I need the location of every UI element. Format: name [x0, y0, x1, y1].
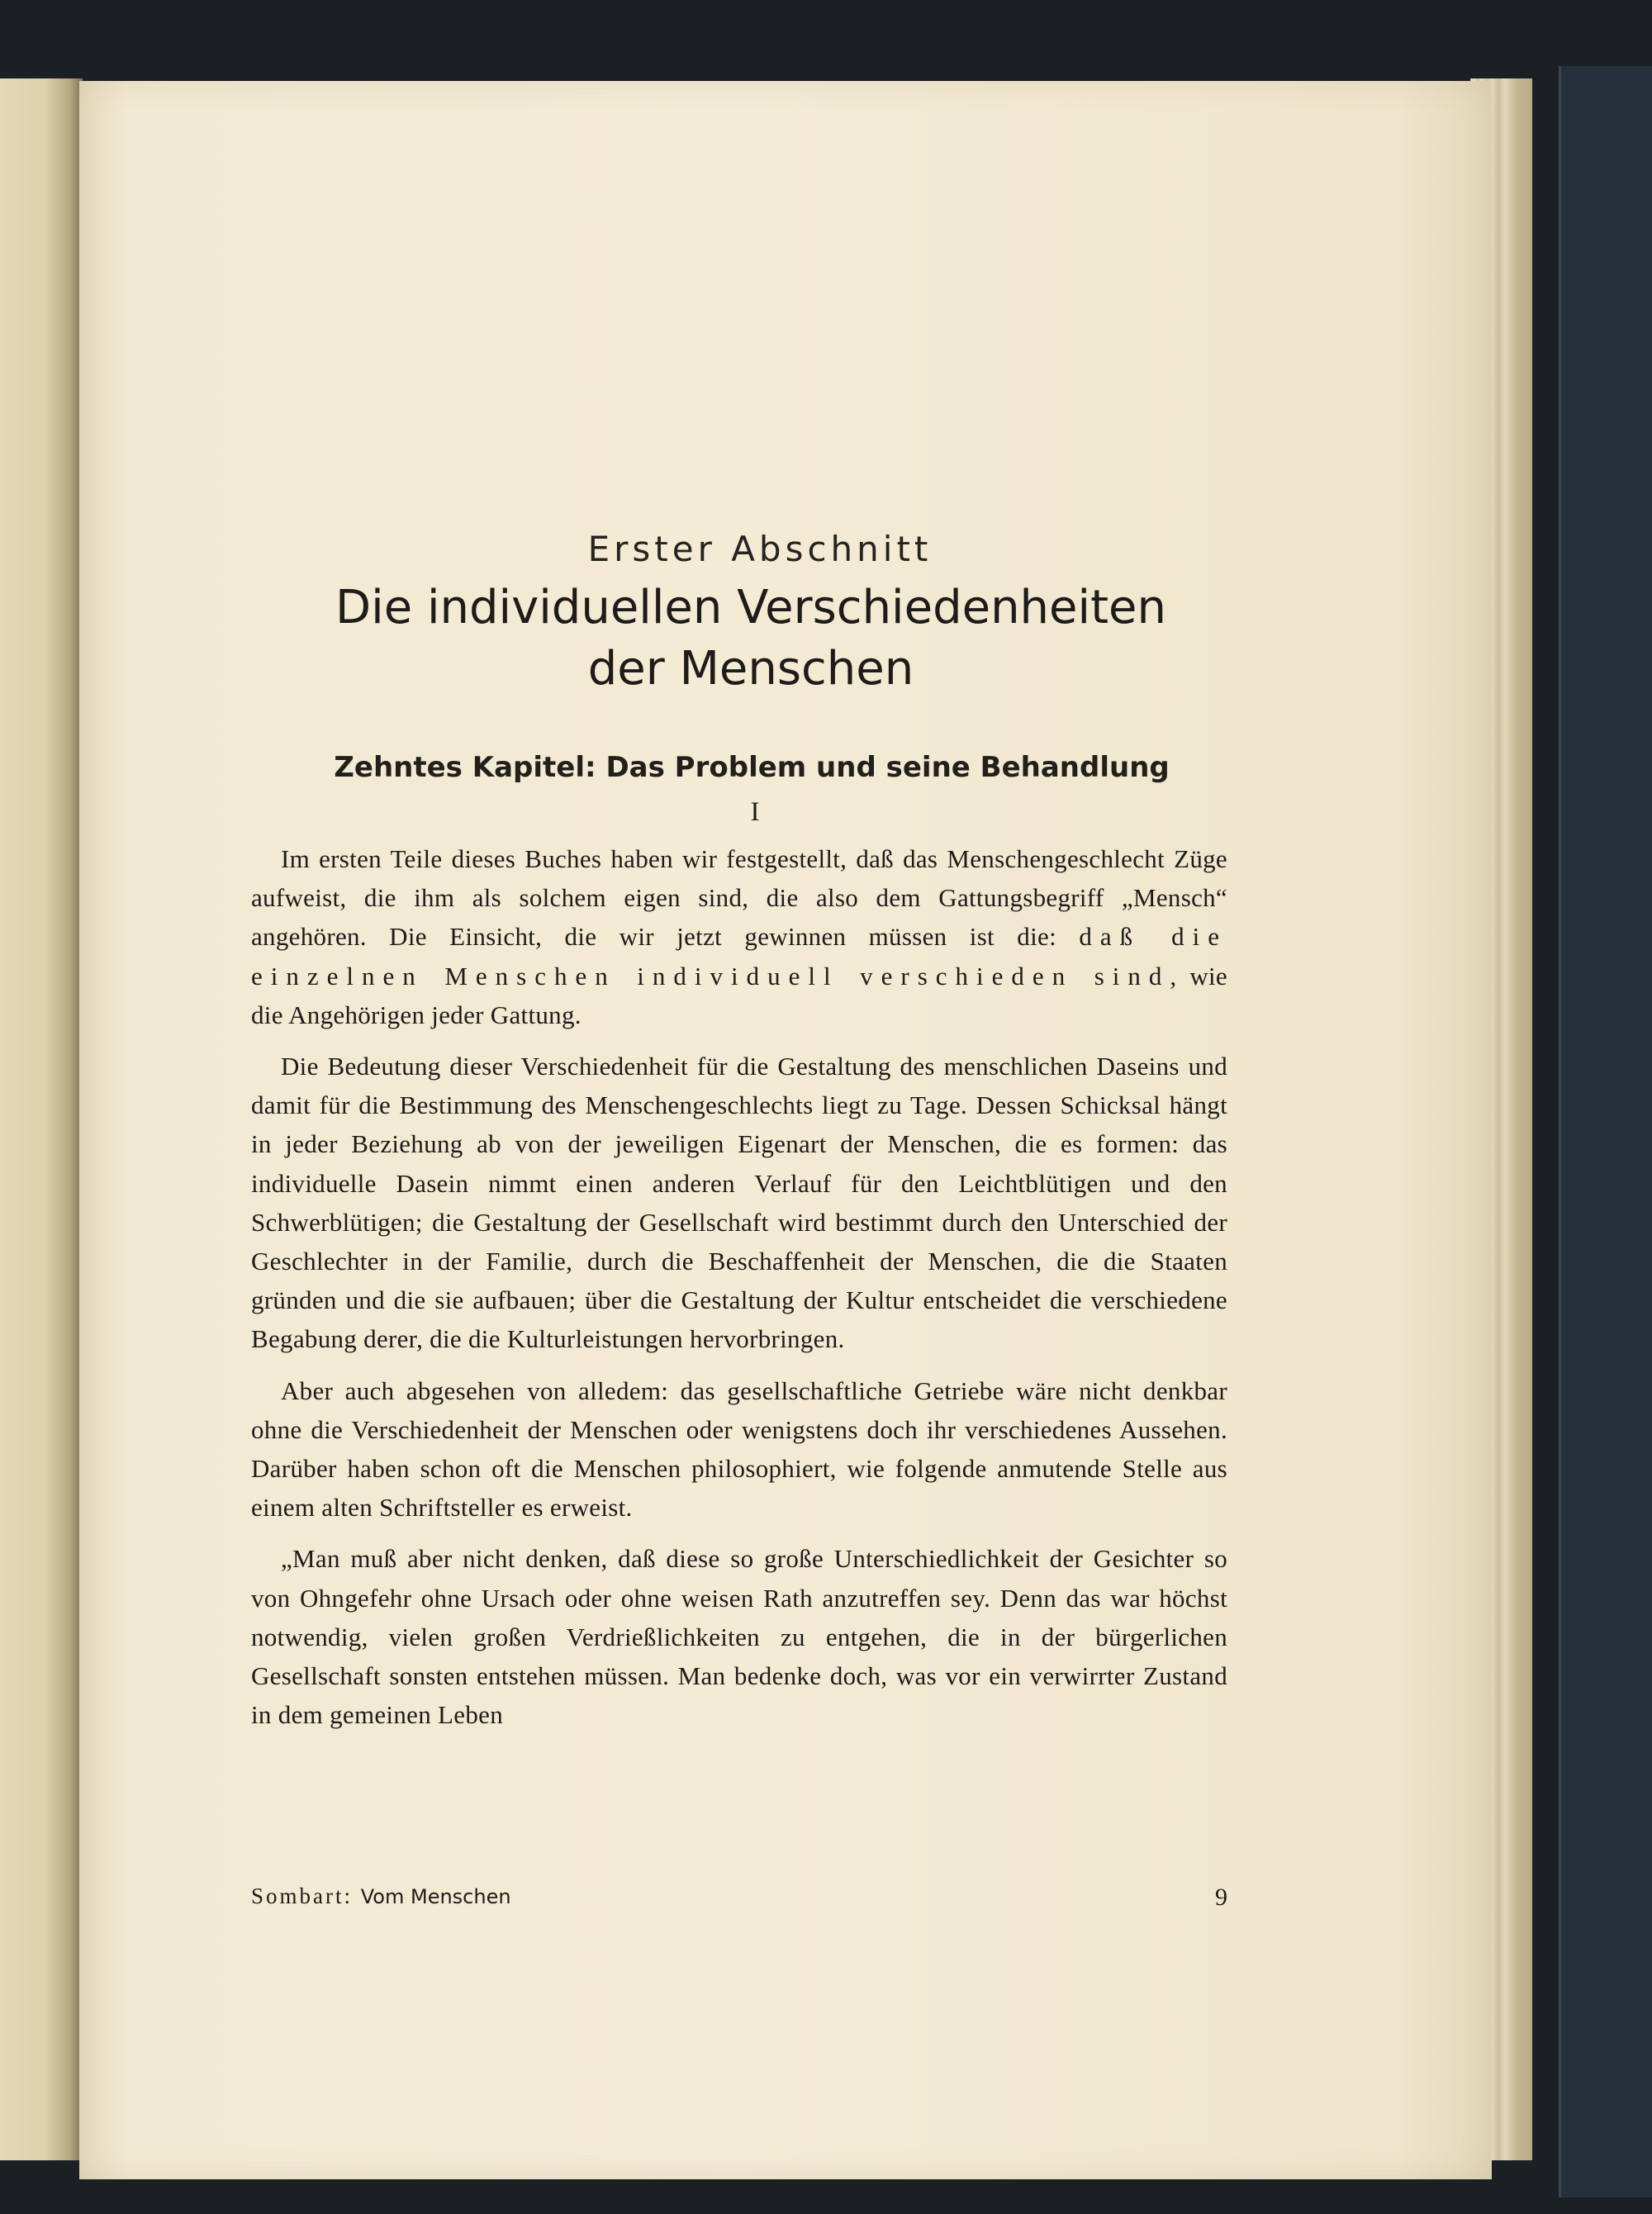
footer-book-title: Vom Menschen: [360, 1885, 511, 1908]
paragraph-1-emphasis: daß die einzelnen Menschen individuell verschieden sind: [251, 922, 1227, 991]
section-title-line1: Die individuellen Verschiedenheiten: [335, 581, 1166, 634]
left-page-edge: [0, 78, 83, 2160]
page-footer: [251, 1884, 1227, 1909]
section-title-line2: der Menschen: [587, 642, 914, 696]
paragraph-1-after: , wie die Angehörigen jeder Gattung.: [251, 961, 1227, 1029]
section-label: Erster Abschnitt: [587, 529, 933, 569]
section-title: [251, 577, 1227, 700]
chapter-title: Zehntes Kapitel: Das Problem und seine Behandlung: [334, 751, 1170, 784]
page-number: 9: [1215, 1884, 1227, 1911]
footer-running-title: [251, 1884, 511, 1908]
paragraph-3: Aber auch abgesehen von alledem: das gesellschaftliche Getriebe wäre nicht denkbar ohne die Verschiedenheit der Menschen oder wenigstens doch ihr verschiedenes Aussehen. Darüber haben schon oft die Menschen philosophiert, wie folgende anmutende Stelle aus einem alten Schriftsteller es erweist.: [251, 1375, 1227, 1523]
page-content: [251, 529, 1227, 1746]
subsection-number: I: [750, 797, 760, 827]
paragraph-4-quote: „Man muß aber nicht denken, daß diese so große Unterschiedlichkeit der Gesichter so von Ohngefehr ohne Ursach oder ohne weisen Rath anzutreffen sey. Denn das war höchst notwendig, vielen großen Verdrießlichkeiten zu entgehen, die in der bürgerlichen Gesellschaft sonsten entstehen müssen. Man bedenke doch, was vor ein verwirrter Zustand in dem gemeinen Leben: [251, 1544, 1227, 1730]
paragraph-1-before: Im ersten Teile dieses Buches haben wir festgestellt, daß das Menschengeschlecht Züge aufweist, die ihm als solchem eigen sind, die also dem Gattungsbegriff „Mensch“ angehören. Die Einsicht, die wir jetzt gewinnen müssen ist die:: [251, 844, 1227, 952]
paragraph-2: Die Bedeutung dieser Verschiedenheit für die Gestaltung des menschlichen Daseins und damit für die Bestimmung des Menschengeschlechts liegt zu Tage. Dessen Schicksal hängt in jeder Beziehung ab von der jeweiligen Eigenart der Menschen, die es formen: das individuelle Dasein nimmt einen anderen Verlauf für den Leichtblütigen und den Schwerblütigen; die Gestaltung der Gesellschaft wird bestimmt durch den Unterschied der Geschlechter in der Familie, durch die Beschaffenheit der Menschen, die die Staaten gründen und die sie aufbauen; über die Gestaltung der Kultur entscheidet die verschiedene Begabung derer, die die Kulturleistungen hervorbringen.: [251, 1052, 1227, 1354]
footer-author: Sombart:: [251, 1884, 353, 1908]
paragraph-1: [251, 839, 1227, 1034]
book-cover-edge: [1559, 66, 1652, 2197]
